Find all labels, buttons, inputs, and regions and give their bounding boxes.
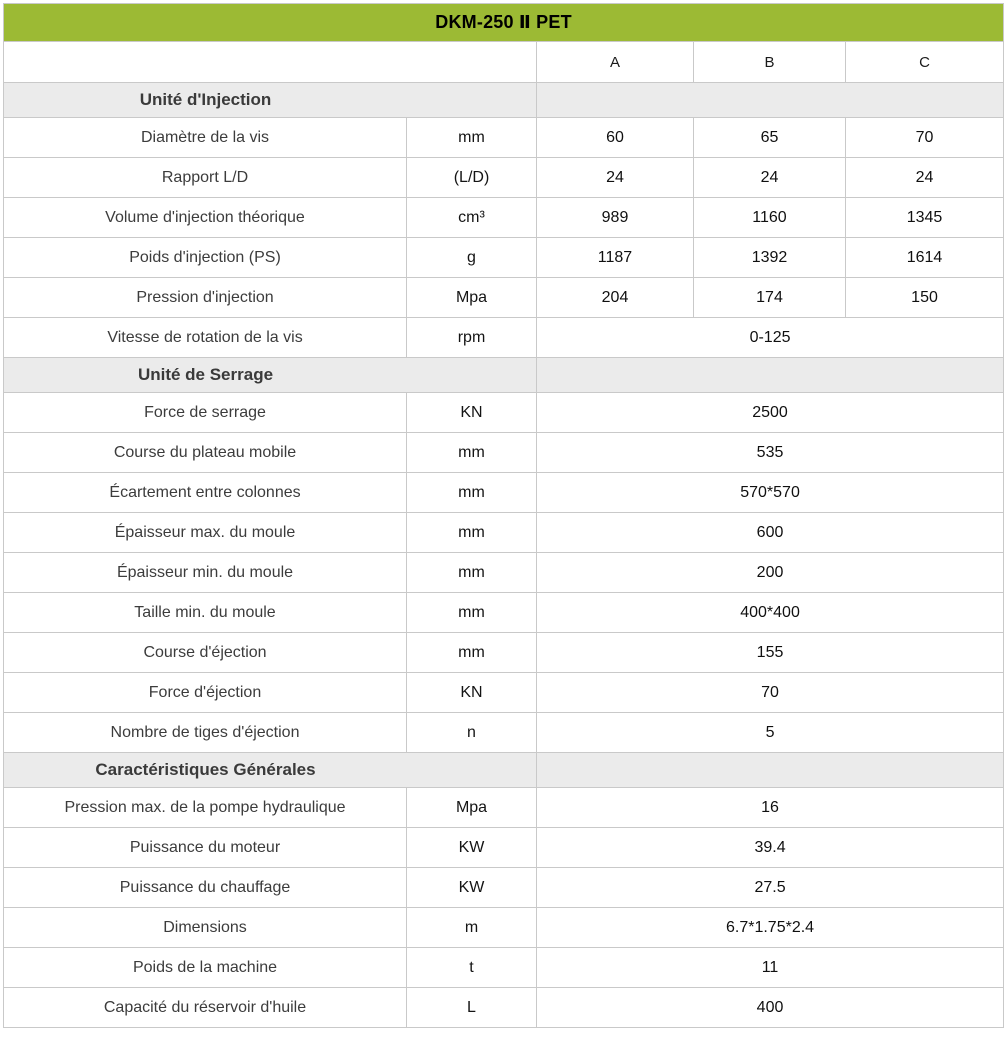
spec-value-merged: 39.4 [537, 828, 1004, 868]
spec-value-merged: 27.5 [537, 868, 1004, 908]
spec-unit: L [407, 988, 537, 1028]
spec-row [4, 828, 1004, 868]
spec-label: Nombre de tiges d'éjection [4, 713, 407, 753]
spec-value-merged: 400 [537, 988, 1004, 1028]
spec-label: Épaisseur max. du moule [4, 513, 407, 553]
section-header-row [4, 753, 1004, 788]
section-title-cell [4, 83, 537, 118]
spec-value-b: 174 [694, 278, 846, 318]
spec-unit: KN [407, 393, 537, 433]
spec-label: Poids de la machine [4, 948, 407, 988]
spec-label: Pression d'injection [4, 278, 407, 318]
spec-label: Épaisseur min. du moule [4, 553, 407, 593]
spec-value-b: 24 [694, 158, 846, 198]
spec-value-merged: 11 [537, 948, 1004, 988]
spec-label: Taille min. du moule [4, 593, 407, 633]
spec-row [4, 633, 1004, 673]
column-header-a: A [537, 42, 694, 83]
section-header-row [4, 358, 1004, 393]
spec-row [4, 593, 1004, 633]
spec-unit: n [407, 713, 537, 753]
spec-label: Course d'éjection [4, 633, 407, 673]
column-header-b: B [694, 42, 846, 83]
section-title-cell [4, 753, 537, 788]
spec-row [4, 433, 1004, 473]
spec-value-b: 65 [694, 118, 846, 158]
spec-row [4, 238, 1004, 278]
spec-label: Force de serrage [4, 393, 407, 433]
spec-value-merged: 155 [537, 633, 1004, 673]
spec-value-c: 1345 [846, 198, 1004, 238]
spec-row [4, 788, 1004, 828]
spec-value-b: 1160 [694, 198, 846, 238]
spec-value-merged: 0-125 [537, 318, 1004, 358]
spec-row [4, 713, 1004, 753]
spec-value-merged: 5 [537, 713, 1004, 753]
spec-value-c: 70 [846, 118, 1004, 158]
spec-value-merged: 200 [537, 553, 1004, 593]
spec-value-c: 24 [846, 158, 1004, 198]
spec-unit: Mpa [407, 278, 537, 318]
spec-row [4, 988, 1004, 1028]
spec-label: Capacité du réservoir d'huile [4, 988, 407, 1028]
spec-label: Volume d'injection théorique [4, 198, 407, 238]
spec-value-a: 204 [537, 278, 694, 318]
spec-label: Poids d'injection (PS) [4, 238, 407, 278]
spec-row [4, 948, 1004, 988]
spec-value-c: 1614 [846, 238, 1004, 278]
column-header-row [4, 42, 1004, 83]
spec-unit: cm³ [407, 198, 537, 238]
machine-spec-table [3, 3, 1004, 1028]
section-header-row [4, 83, 1004, 118]
spec-value-merged: 400*400 [537, 593, 1004, 633]
spec-label: Rapport L/D [4, 158, 407, 198]
spec-label: Pression max. de la pompe hydraulique [4, 788, 407, 828]
spec-row [4, 473, 1004, 513]
spec-row [4, 198, 1004, 238]
spec-row [4, 673, 1004, 713]
section-header-filler [537, 83, 1004, 118]
spec-unit: KW [407, 868, 537, 908]
column-header-spacer [4, 42, 537, 83]
spec-value-merged: 2500 [537, 393, 1004, 433]
table-title: DKM-250 Ⅱ PET [4, 4, 1004, 42]
spec-unit: m [407, 908, 537, 948]
spec-unit: mm [407, 473, 537, 513]
spec-row [4, 278, 1004, 318]
spec-label: Force d'éjection [4, 673, 407, 713]
spec-unit: mm [407, 553, 537, 593]
spec-row [4, 513, 1004, 553]
spec-label: Dimensions [4, 908, 407, 948]
spec-unit: KN [407, 673, 537, 713]
spec-value-merged: 570*570 [537, 473, 1004, 513]
section-title: Caractéristiques Générales [95, 760, 316, 779]
spec-label: Diamètre de la vis [4, 118, 407, 158]
spec-row [4, 118, 1004, 158]
section-header-filler [537, 358, 1004, 393]
spec-value-merged: 16 [537, 788, 1004, 828]
spec-label: Course du plateau mobile [4, 433, 407, 473]
spec-row [4, 868, 1004, 908]
spec-value-merged: 600 [537, 513, 1004, 553]
spec-table-body [4, 4, 1004, 1028]
spec-label: Écartement entre colonnes [4, 473, 407, 513]
spec-value-b: 1392 [694, 238, 846, 278]
column-header-c: C [846, 42, 1004, 83]
spec-value-a: 24 [537, 158, 694, 198]
spec-unit: mm [407, 633, 537, 673]
spec-unit: g [407, 238, 537, 278]
spec-value-a: 989 [537, 198, 694, 238]
section-title: Unité d'Injection [139, 90, 272, 109]
spec-unit: (L/D) [407, 158, 537, 198]
spec-value-merged: 535 [537, 433, 1004, 473]
spec-value-merged: 6.7*1.75*2.4 [537, 908, 1004, 948]
section-title-cell [4, 358, 537, 393]
spec-row [4, 318, 1004, 358]
section-title: Unité de Serrage [137, 365, 274, 384]
spec-unit: rpm [407, 318, 537, 358]
spec-unit: mm [407, 513, 537, 553]
spec-unit: mm [407, 118, 537, 158]
spec-row [4, 908, 1004, 948]
spec-unit: mm [407, 433, 537, 473]
spec-row [4, 553, 1004, 593]
title-row [4, 4, 1004, 42]
spec-label: Puissance du chauffage [4, 868, 407, 908]
spec-label: Puissance du moteur [4, 828, 407, 868]
spec-row [4, 393, 1004, 433]
section-header-filler [537, 753, 1004, 788]
spec-value-merged: 70 [537, 673, 1004, 713]
spec-unit: mm [407, 593, 537, 633]
spec-value-c: 150 [846, 278, 1004, 318]
spec-unit: Mpa [407, 788, 537, 828]
spec-unit: KW [407, 828, 537, 868]
spec-row [4, 158, 1004, 198]
spec-label: Vitesse de rotation de la vis [4, 318, 407, 358]
spec-value-a: 60 [537, 118, 694, 158]
spec-unit: t [407, 948, 537, 988]
spec-value-a: 1187 [537, 238, 694, 278]
